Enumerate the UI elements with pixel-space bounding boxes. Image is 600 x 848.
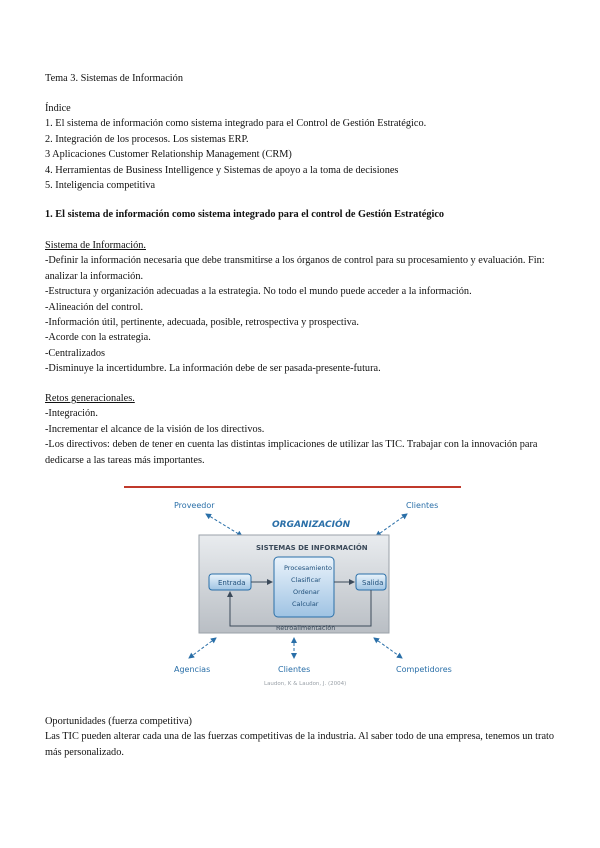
arrow-agencias [189,638,216,658]
index-heading: Índice [45,103,71,114]
arrow-clientes-top [376,514,407,536]
sistema-line: -Estructura y organización adecuadas a la estrategia. No todo el mundo puede acceder a la información. [45,286,472,298]
retos-block [45,391,560,468]
label-clientes-bottom: Clientes [278,665,311,674]
arrow-competidores [374,638,402,658]
sistema-line: -Alineación del control. [45,301,144,313]
label-competidores: Competidores [396,665,452,674]
label-agencias: Agencias [174,665,211,674]
index-item: 2. Integración de los procesos. Los sistemas ERP. [45,133,249,145]
sistema-block [45,238,560,377]
label-organizacion: ORGANIZACIÓN [272,520,351,530]
proc-line: Ordenar [293,588,320,596]
proc-line: Clasificar [291,576,321,584]
sistema-line: -Definir la información necesaria que debe transmitirse a los órganos de control para su procesamiento y evaluación. Fin: analizar la información. [45,255,545,282]
sistema-line: -Información útil, pertinente, adecuada, posible, retrospectiva y prospectiva. [45,317,359,329]
label-proveedor: Proveedor [174,501,215,510]
retos-line: -Incrementar el alcance de la visión de los directivos. [45,423,265,435]
index-block [45,101,560,193]
label-entrada: Entrada [218,579,246,587]
label-credit: Laudon, K & Laudon, J. (2004) [264,681,347,687]
index-item: 3 Aplicaciones Customer Relationship Management (CRM) [45,149,292,161]
label-retro: Retroalimentación [276,624,336,632]
sistema-line: -Disminuye la incertidumbre. La información debe de ser pasada-presente-futura. [45,363,381,375]
arrow-proveedor [206,514,242,536]
retos-line: -Integración. [45,408,98,420]
sistema-line: -Acorde con la estrategia. [45,332,151,344]
proc-line: Calcular [292,600,319,608]
label-clientes-top: Clientes [406,501,439,510]
oportunidades-text: Las TIC pueden alterar cada una de las fuerzas competitivas de la industria. Al saber todo de una empresa, tenemos un trato más personalizado. [45,731,555,758]
label-sistemas: SISTEMAS DE INFORMACIÓN [256,544,368,552]
index-item: 5. Inteligencia competitiva [45,180,156,192]
index-item: 4. Herramientas de Business Intelligence y Sistemas de apoyo a la toma de decisiones [45,164,399,176]
topic-title: Tema 3. Sistemas de Información [45,73,183,84]
diagram-svg [124,486,461,693]
sistema-heading: Sistema de Información. [45,240,146,251]
retos-line: -Los directivos: deben de tener en cuenta las distintas implicaciones de utilizar las TIC. Trabajar con la innovación para dedicarse a las tareas más importantes. [45,439,538,466]
proc-line: Procesamiento [284,564,333,572]
sistema-line: -Centralizados [45,347,106,359]
retos-heading: Retos generacionales. [45,393,135,404]
oportunidades-block [45,714,560,760]
index-item: 1. El sistema de información como sistema integrado para el Control de Gestión Estratégico. [45,118,427,130]
label-salida: Salida [362,579,384,587]
section-heading: 1. El sistema de información como sistema integrado para el control de Gestión Estratégico [45,209,445,220]
figure-top-rule [124,486,461,488]
organization-diagram [124,486,461,693]
oportunidades-heading: Oportunidades (fuerza competitiva) [45,716,192,727]
